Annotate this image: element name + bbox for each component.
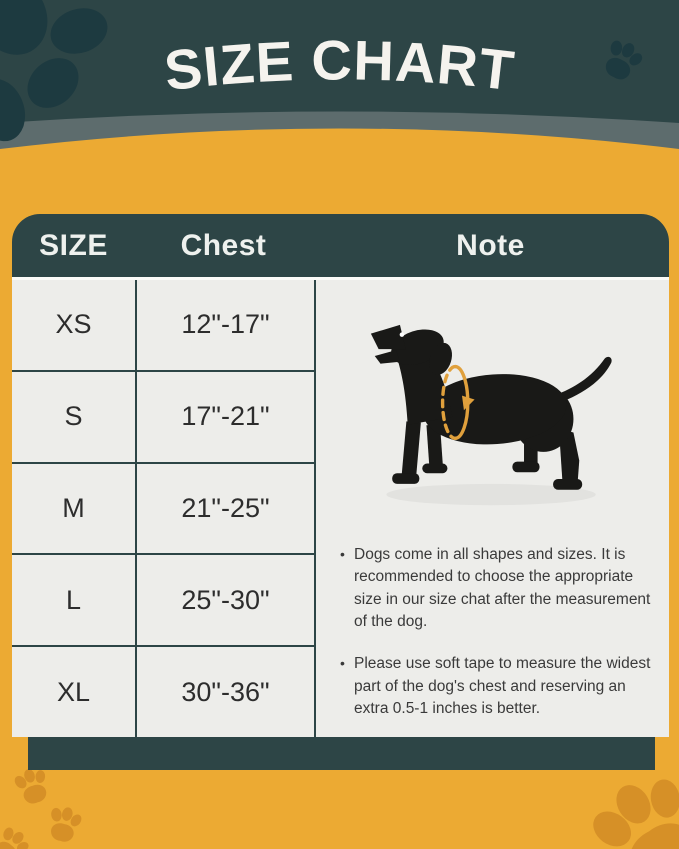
table-row-size: M	[12, 464, 135, 554]
column-header-note: Note	[456, 228, 525, 262]
note-item: • Dogs come in all shapes and sizes. It is recommended to choose the appropriate size in our size chat after the measurement of the dog.	[339, 544, 657, 633]
note-cell	[316, 280, 669, 737]
column-header-chest: Chest	[180, 228, 267, 262]
dog-silhouette	[367, 320, 619, 514]
card-base-bar	[28, 737, 655, 770]
table-row-size: S	[12, 372, 135, 462]
table-body	[12, 280, 669, 737]
page-title: SIZE CHART	[161, 28, 518, 103]
note-item: • Please use soft tape to measure the widest part of the dog's chest and reserving an extra 0.5-1 inches is better.	[339, 653, 657, 720]
table-row-size: XL	[12, 647, 135, 737]
table-row-chest: 25"-30"	[137, 555, 314, 645]
table-row-size: XS	[12, 280, 135, 370]
table-header-row	[12, 214, 669, 277]
table-row-size: L	[12, 555, 135, 645]
note-list	[339, 544, 657, 720]
size-chart-card	[12, 214, 669, 737]
table-row-chest: 21"-25"	[137, 464, 314, 554]
table-row-chest: 12"-17"	[137, 280, 314, 370]
table-row-chest: 30"-36"	[137, 647, 314, 737]
svg-text:SIZE CHART	[161, 28, 518, 102]
column-header-size: SIZE	[39, 228, 108, 262]
dog-eye	[399, 332, 403, 336]
table-row-chest: 17"-21"	[137, 372, 314, 462]
